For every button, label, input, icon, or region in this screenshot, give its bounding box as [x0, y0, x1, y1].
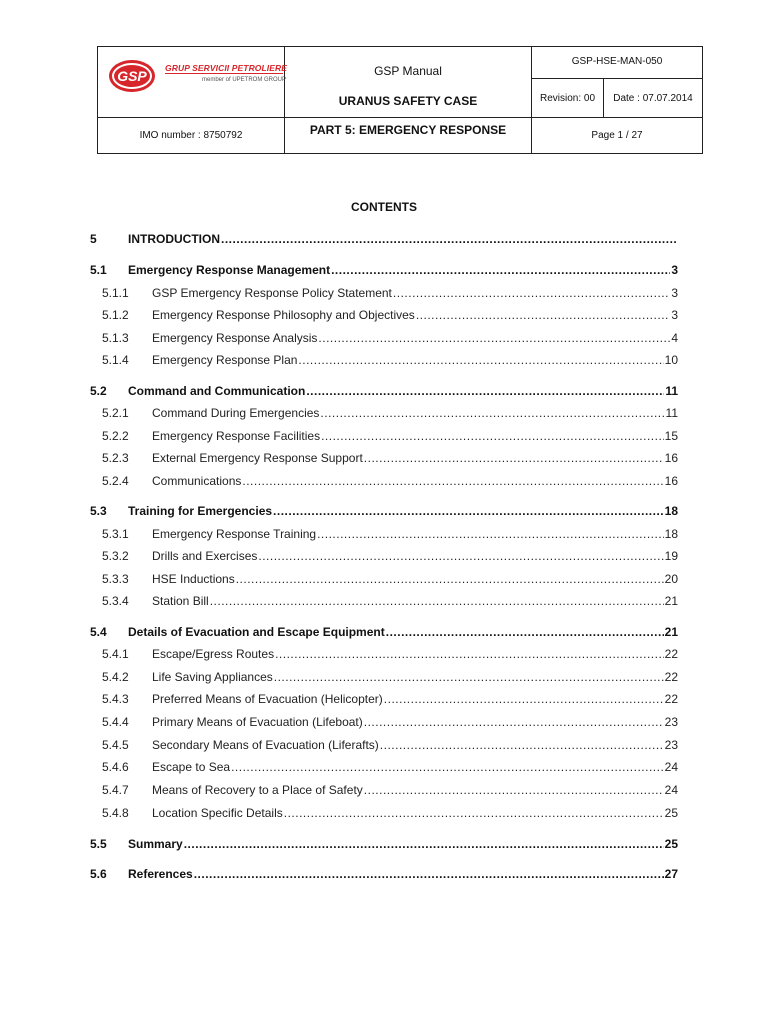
toc-page: 21	[664, 625, 678, 639]
company-subtitle: member of UPETROM GROUP	[202, 77, 287, 83]
gsp-logo-icon	[108, 59, 156, 93]
toc-number: 5	[90, 232, 97, 246]
toc-label: References	[128, 867, 193, 881]
toc-page: 11	[665, 384, 678, 398]
toc-page: 10	[664, 353, 678, 367]
company-logo	[108, 59, 288, 99]
toc-entry[interactable]	[90, 306, 678, 322]
toc-number: 5.4.8	[102, 806, 129, 820]
toc-entry[interactable]	[90, 835, 678, 851]
toc-number: 5.4	[90, 625, 107, 639]
toc-entry[interactable]	[90, 472, 678, 488]
toc-entry[interactable]	[90, 645, 678, 661]
toc-label: Life Saving Appliances	[152, 670, 273, 684]
toc-leader	[321, 429, 664, 443]
toc-leader	[194, 867, 664, 881]
toc-label: Escape to Sea	[152, 760, 231, 774]
toc-label: Command During Emergencies	[152, 406, 320, 420]
toc-entry[interactable]	[90, 758, 678, 774]
toc-number: 5.3.1	[102, 527, 129, 541]
toc-entry[interactable]	[90, 351, 678, 367]
toc-leader	[210, 594, 664, 608]
toc-label: Summary	[128, 837, 183, 851]
toc-entry[interactable]	[90, 502, 678, 518]
toc-entry[interactable]	[90, 623, 678, 639]
toc-page: 23	[664, 738, 678, 752]
toc-number: 5.4.1	[102, 647, 129, 661]
toc-number: 5.4.5	[102, 738, 129, 752]
toc-entry[interactable]	[90, 865, 678, 881]
toc-entry[interactable]	[90, 525, 678, 541]
toc-leader	[331, 263, 670, 277]
toc-page: 18	[664, 527, 678, 541]
toc-number: 5.5	[90, 837, 107, 851]
toc-leader	[275, 647, 664, 661]
toc-page: 15	[664, 429, 678, 443]
toc-label: Details of Evacuation and Escape Equipment	[128, 625, 385, 639]
document-code: GSP-HSE-MAN-050	[571, 55, 663, 67]
toc-label: Emergency Response Management	[128, 263, 331, 277]
toc-leader	[384, 692, 664, 706]
toc-label: Emergency Response Analysis	[152, 331, 318, 345]
toc-entry[interactable]	[90, 329, 678, 345]
toc-page: 20	[664, 572, 678, 586]
toc-leader	[242, 474, 663, 488]
toc-label: GSP Emergency Response Policy Statement	[152, 286, 392, 300]
toc-page: 25	[664, 837, 678, 851]
toc-number: 5.6	[90, 867, 107, 881]
toc-label: Emergency Response Facilities	[152, 429, 321, 443]
toc-entry[interactable]	[90, 713, 678, 729]
toc-page: 16	[664, 474, 678, 488]
toc-entry[interactable]	[90, 261, 678, 277]
toc-page: 27	[664, 867, 678, 881]
toc-number: 5.1.4	[102, 353, 129, 367]
toc-page: 22	[664, 647, 678, 661]
toc-leader	[364, 783, 664, 797]
toc-label: INTRODUCTION	[128, 232, 220, 246]
toc-entry[interactable]	[90, 690, 678, 706]
toc-entry[interactable]	[90, 427, 678, 443]
toc-number: 5.1.2	[102, 308, 129, 322]
toc-page: 18	[664, 504, 678, 518]
toc-leader	[364, 451, 664, 465]
toc-entry[interactable]	[90, 449, 678, 465]
toc-entry[interactable]	[90, 230, 678, 246]
toc-number: 5.3.2	[102, 549, 129, 563]
toc-number: 5.3.3	[102, 572, 129, 586]
toc-page: 16	[664, 451, 678, 465]
toc-page: 3	[671, 308, 678, 322]
toc-leader	[284, 806, 664, 820]
toc-leader	[184, 837, 664, 851]
toc-label: HSE Inductions	[152, 572, 235, 586]
toc-leader	[221, 232, 677, 246]
toc-page: 22	[664, 692, 678, 706]
toc-leader	[318, 331, 670, 345]
toc-number: 5.4.2	[102, 670, 129, 684]
toc-number: 5.4.7	[102, 783, 129, 797]
toc-page: 23	[664, 715, 678, 729]
toc-entry[interactable]	[90, 781, 678, 797]
toc-number: 5.1.1	[102, 286, 129, 300]
toc-leader	[236, 572, 664, 586]
toc-label: Secondary Means of Evacuation (Liferafts)	[152, 738, 379, 752]
toc-number: 5.3.4	[102, 594, 129, 608]
document-header	[97, 46, 703, 154]
toc-page: 3	[671, 263, 678, 277]
toc-number: 5.4.6	[102, 760, 129, 774]
revision-number: Revision: 00	[539, 92, 596, 104]
company-name: GRUP SERVICII PETROLIERE	[165, 63, 288, 73]
toc-number: 5.1.3	[102, 331, 129, 345]
toc-label: Command and Communication	[128, 384, 306, 398]
toc-label: Emergency Response Training	[152, 527, 317, 541]
toc-label: Means of Recovery to a Place of Safety	[152, 783, 363, 797]
toc-number: 5.2	[90, 384, 107, 398]
toc-label: Preferred Means of Evacuation (Helicopter)	[152, 692, 383, 706]
toc-page: 22	[664, 670, 678, 684]
toc-entry[interactable]	[90, 592, 678, 608]
toc-leader	[386, 625, 664, 639]
document-title: URANUS SAFETY CASE	[338, 94, 478, 108]
part-title: PART 5: EMERGENCY RESPONSE	[309, 123, 507, 137]
toc-entry[interactable]	[90, 570, 678, 586]
toc-leader	[258, 549, 663, 563]
toc-number: 5.1	[90, 263, 107, 277]
toc-entry[interactable]	[90, 284, 678, 300]
toc-number: 5.2.1	[102, 406, 129, 420]
toc-leader	[231, 760, 664, 774]
toc-leader	[298, 353, 663, 367]
toc-label: Escape/Egress Routes	[152, 647, 275, 661]
toc-leader	[364, 715, 664, 729]
toc-label: Emergency Response Plan	[152, 353, 298, 367]
toc-entry[interactable]	[90, 404, 678, 420]
toc-entry[interactable]	[90, 736, 678, 752]
toc-entry[interactable]	[90, 668, 678, 684]
toc-page: 11	[665, 406, 678, 420]
imo-number: IMO number : 8750792	[139, 130, 243, 141]
toc-entry[interactable]	[90, 547, 678, 563]
toc-leader	[416, 308, 671, 322]
toc-label: Communications	[152, 474, 242, 488]
toc-leader	[380, 738, 664, 752]
toc-entry[interactable]	[90, 382, 678, 398]
toc-leader	[317, 527, 664, 541]
toc-label: Location Specific Details	[152, 806, 283, 820]
toc-number: 5.3	[90, 504, 107, 518]
page-number: Page 1 / 27	[591, 130, 643, 141]
toc-label: Drills and Exercises	[152, 549, 258, 563]
toc-page: 4	[671, 331, 678, 345]
logo-text: GSP	[117, 68, 147, 84]
toc-label: Primary Means of Evacuation (Lifeboat)	[152, 715, 363, 729]
toc-page: 21	[664, 594, 678, 608]
manual-label: GSP Manual	[374, 64, 442, 78]
logo-rule	[165, 73, 283, 74]
toc-entry[interactable]	[90, 804, 678, 820]
toc-page: 19	[664, 549, 678, 563]
contents-heading: CONTENTS	[351, 200, 417, 214]
document-date: Date : 07.07.2014	[613, 92, 693, 104]
toc-label: External Emergency Response Support	[152, 451, 363, 465]
toc-leader	[393, 286, 670, 300]
toc-leader	[320, 406, 664, 420]
toc-page: 3	[671, 286, 678, 300]
toc-number: 5.4.4	[102, 715, 129, 729]
toc-label: Training for Emergencies	[128, 504, 273, 518]
toc-page: 25	[664, 806, 678, 820]
toc-number: 5.2.3	[102, 451, 129, 465]
toc-leader	[274, 670, 664, 684]
toc-label: Emergency Response Philosophy and Objectives	[152, 308, 415, 322]
toc-page: 24	[664, 783, 678, 797]
toc-page: 24	[664, 760, 678, 774]
toc-number: 5.2.2	[102, 429, 129, 443]
toc-leader	[273, 504, 664, 518]
toc-number: 5.4.3	[102, 692, 129, 706]
toc-leader	[306, 384, 664, 398]
toc-number: 5.2.4	[102, 474, 129, 488]
toc-label: Station Bill	[152, 594, 209, 608]
